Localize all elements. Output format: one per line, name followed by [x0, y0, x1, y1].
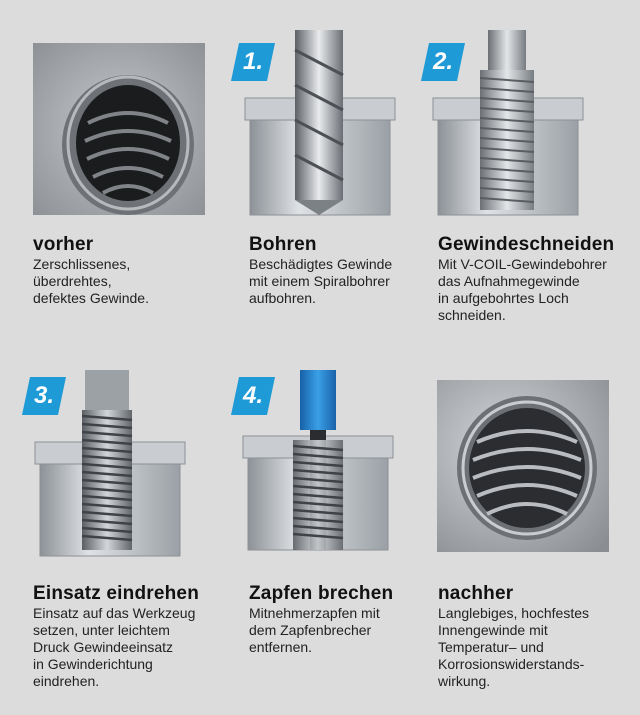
step-number-badge: 1. — [231, 43, 275, 81]
step-number-badge: 2. — [421, 43, 465, 81]
step-title: Einsatz eindrehen — [33, 583, 199, 604]
step-title: Bohren — [249, 234, 317, 255]
step-number-badge: 4. — [231, 377, 275, 415]
step-description: Beschädigtes Gewinde mit einem Spiralbohrer aufbohren. — [249, 256, 393, 306]
step-description: Mit V-COIL-Gewindebohrer das Aufnahmegewinde in aufgebohrtes Loch schneiden. — [438, 256, 607, 323]
step-title: Gewindeschneiden — [438, 234, 615, 255]
step-description: Mitnehmerzapfen mit dem Zapfenbrecher entfernen. — [249, 605, 380, 655]
damaged-thread-photo — [33, 43, 205, 215]
step-title: Zapfen brechen — [249, 583, 394, 604]
step-description: Einsatz auf das Werkzeug setzen, unter leichtem Druck Gewindeeinsatz in Gewinderichtung eindrehen. — [33, 605, 196, 689]
step-title: vorher — [33, 234, 94, 255]
repaired-thread-photo — [437, 380, 609, 552]
step-description: Langlebiges, hochfestes Innengewinde mit Temperatur– und Korrosionswiderstands- wirkung. — [438, 605, 589, 689]
step-description: Zerschlissenes, überdrehtes, defektes Gewinde. — [33, 256, 149, 306]
step-title: nachher — [438, 583, 514, 604]
step-number-badge: 3. — [22, 377, 66, 415]
